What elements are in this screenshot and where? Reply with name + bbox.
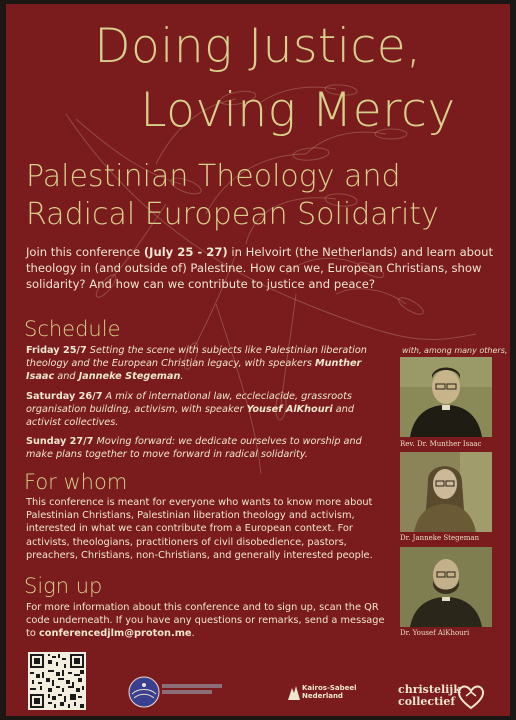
title-line-1: Doing Justice, <box>94 19 422 74</box>
kairos-sabeel-logo: Kairos-Sabeel Nederland <box>302 684 357 700</box>
contact-email[interactable]: conferencedjlm@proton.me <box>38 628 192 640</box>
heart-icon <box>456 684 486 710</box>
schedule-sunday: Sunday 27/7 Moving forward: we dedicate ourselves to worship and make plans together to move forward in radical solidarity. <box>26 436 362 461</box>
speaker-photo-yousef-alkhouri <box>400 547 492 627</box>
speaker-caption-1: Rev. Dr. Munther Isaac <box>400 440 482 448</box>
for-whom-text: This conference is meant for everyone who wants to know more about Palestinian Christians, Palestinian liberation theology and activism, interested in what we can contribute from a European context. For activists, theologians, practitioners of civil disobedience, pastors, preachers, Christians, non-Christians, and generally interested people. <box>26 497 373 561</box>
subtitle-line-1: Palestinian Theology and <box>26 159 401 194</box>
organization-logo-subtext <box>162 684 232 694</box>
speaker-caption-2: Dr. Janneke Stegeman <box>400 534 480 542</box>
signup-qr-code[interactable] <box>28 652 86 710</box>
christelijk-collectief-logo: christelijk collectief <box>398 683 461 708</box>
subtitle-line-2: Radical European Solidarity <box>26 197 439 232</box>
title-line-2: Loving Mercy <box>140 83 456 138</box>
speaker-caption-3: Dr. Yousef AlKhouri <box>400 629 470 637</box>
schedule-friday: Friday 25/7 Setting the scene with subjects like Palestinian liberation theology and the European Christian legacy, with speakers Munther Isaac and Janneke Stegeman. <box>26 345 367 383</box>
intro-paragraph: Join this conference (July 25 - 27) in Helvoirt (the Netherlands) and learn about theology in (and outside of) Palestine. How can we, European Christians, show solidarity? And how can we contribute to justice and peace? <box>26 245 494 291</box>
schedule-heading: Schedule <box>24 317 121 341</box>
sign-up-heading: Sign up <box>24 574 103 598</box>
conference-poster <box>6 4 510 716</box>
schedule-saturday: Saturday 26/7 A mix of international law, eccleciacide, grassroots organisation building, activism, with speaker Yousef AlKhouri and activist collectives. <box>26 391 355 429</box>
conference-dates: (July 25 - 27) <box>143 245 228 259</box>
speaker-photo-munther-isaac <box>400 357 492 437</box>
for-whom-heading: For whom <box>24 470 128 494</box>
speakers-intro: with, among many others, <box>402 346 508 355</box>
speaker-photo-janneke-stegeman <box>400 452 492 532</box>
sign-up-text: For more information about this conference and to sign up, scan the QR code underneath. If you have any questions or remarks, send a message to conferencedjlm@proton.me. <box>26 602 385 640</box>
kairos-sabeel-logo-icon <box>286 684 302 702</box>
organization-logo-globe-icon <box>128 676 160 708</box>
